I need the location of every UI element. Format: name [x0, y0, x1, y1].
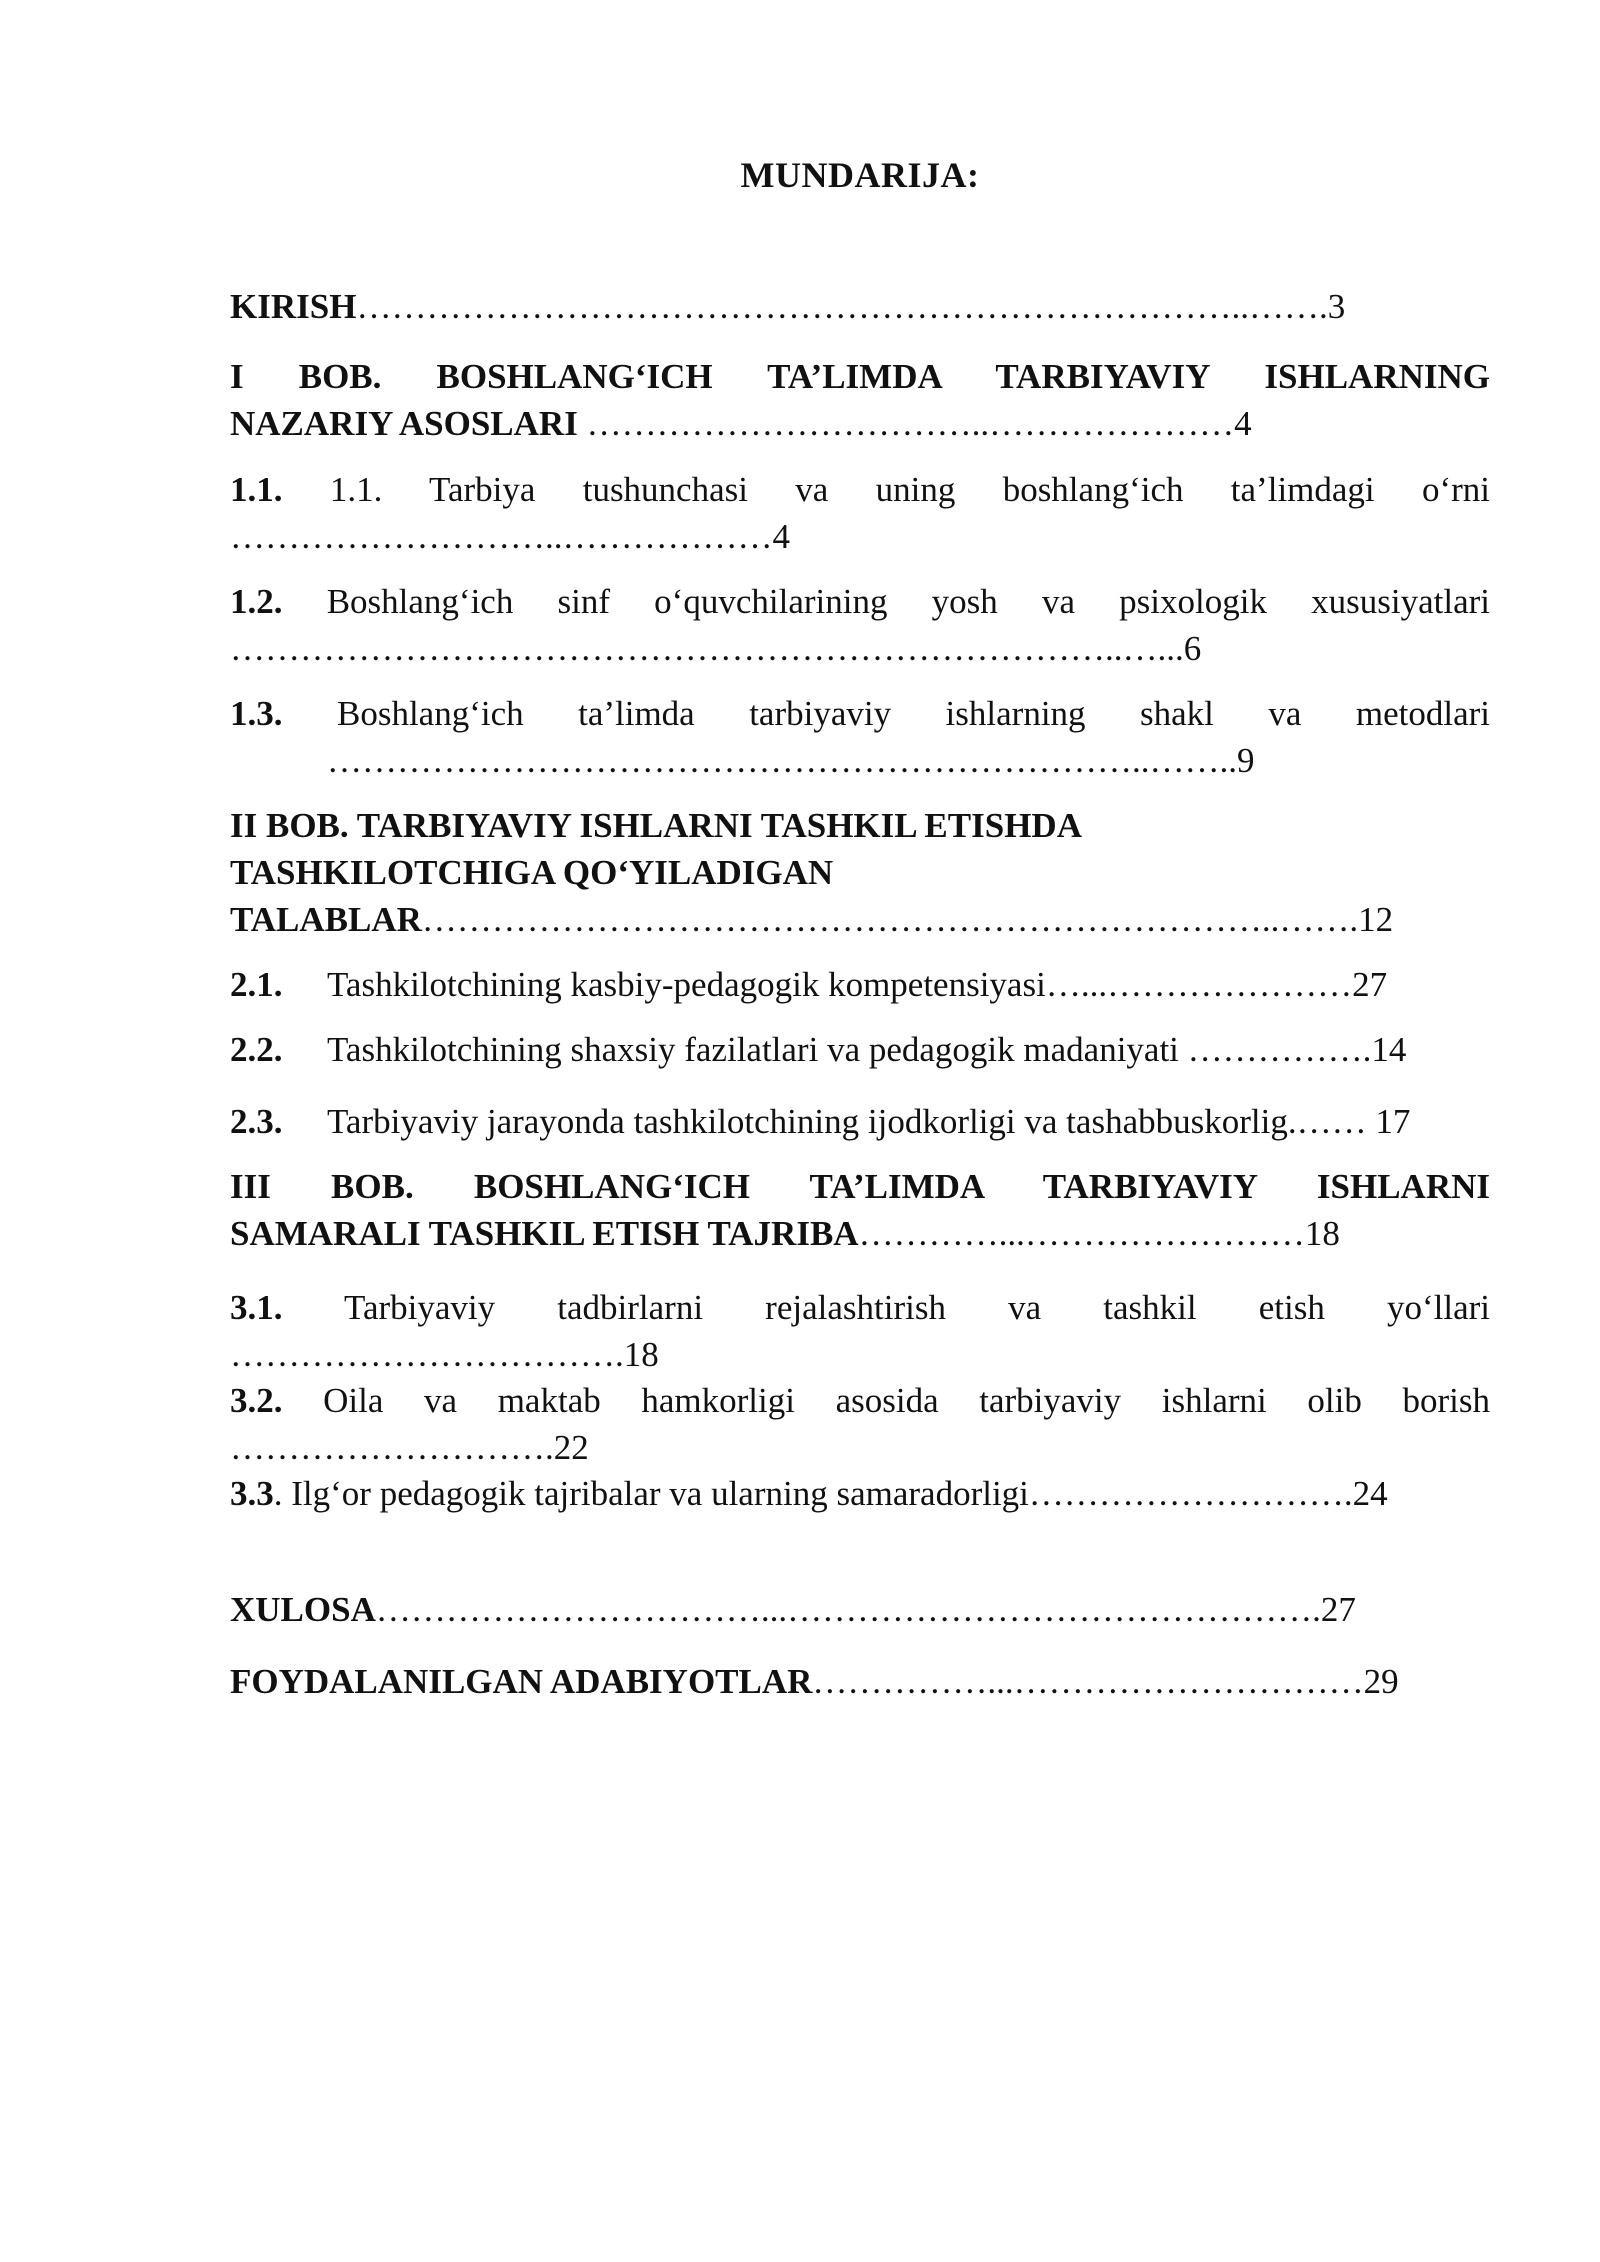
- toc-leader: ……………………………..…………………: [577, 404, 1235, 443]
- toc-section-number: 2.1.: [230, 965, 283, 1004]
- toc-entry-1-1[interactable]: [230, 466, 1490, 560]
- toc-entry-1-3[interactable]: [230, 690, 1490, 784]
- toc-leader: …...…………………: [1045, 965, 1353, 1004]
- toc-entry-label: Tashkilotchining kasbiy-pedagogik kompetensiyasi: [327, 965, 1046, 1004]
- toc-entry-bob-3[interactable]: [230, 1163, 1490, 1257]
- toc-leader: ……………...…………………………: [812, 1662, 1364, 1701]
- toc-leader: ……………………….: [230, 1428, 554, 1467]
- toc-entry-3-2[interactable]: [230, 1377, 1490, 1471]
- toc-section-number: 3.3: [230, 1474, 274, 1513]
- toc-page-number: 27: [1352, 965, 1388, 1004]
- toc-leader: …………………………………………………………………..…….: [356, 287, 1328, 326]
- toc-leader: ……………………….: [1028, 1474, 1353, 1513]
- toc-entry-label-cont: SAMARALI TASHKIL ETISH TAJRIBA: [230, 1214, 859, 1253]
- toc-entry-3-1[interactable]: [230, 1284, 1490, 1378]
- toc-section-number: 2.3.: [230, 1102, 283, 1141]
- toc-section-number: 1.3.: [230, 694, 283, 733]
- toc-entry-3-3[interactable]: [230, 1470, 1490, 1517]
- toc-leader: …………………………………………………………………..…...: [230, 629, 1184, 668]
- toc-page-number: 24: [1352, 1474, 1388, 1513]
- toc-entry-label: XULOSA: [230, 1590, 376, 1629]
- toc-page-number: 17: [1375, 1102, 1411, 1141]
- toc-page-number: 4: [772, 517, 790, 556]
- toc-entry-bob-1[interactable]: [230, 353, 1490, 447]
- toc-leader: ……………………………...……………………………………….: [375, 1590, 1321, 1629]
- toc-entry-label: Boshlang‘ich ta’limda tarbiyaviy ishlarning shakl va metodlari: [336, 694, 1490, 733]
- toc-page-number: 18: [1304, 1214, 1340, 1253]
- toc-entry-label-cont: TASHKILOTCHIGA QO‘YILADIGAN: [230, 853, 834, 892]
- toc-entry-kirish[interactable]: [230, 283, 1490, 330]
- toc-entry-label: . Ilg‘or pedagogik tajribalar va ularning samaradorligi: [273, 1474, 1029, 1513]
- toc-leader: ………………………..………………: [230, 517, 773, 556]
- toc-entry-2-1[interactable]: [230, 961, 1490, 1008]
- toc-entry-label: Tashkilotchining shaxsiy fazilatlari va pedagogik madaniyati: [327, 1030, 1179, 1069]
- toc-page-number: 27: [1320, 1590, 1356, 1629]
- toc-leader: ………………………………………………………………..…….: [421, 900, 1359, 939]
- toc-entry-label: I BOB. BOSHLANG‘ICH TA’LIMDA TARBIYAVIY ISHLARNING: [230, 357, 1490, 396]
- toc-entry-label-cont: NAZARIY ASOSLARI: [230, 404, 578, 443]
- toc-entry-label-cont: TALABLAR: [230, 900, 422, 939]
- toc-section-number: 3.2.: [230, 1381, 283, 1420]
- toc-leader: …………………………….: [230, 1335, 624, 1374]
- toc-entry-label: Oila va maktab hamkorligi asosida tarbiyaviy ishlarni olib borish: [323, 1381, 1490, 1420]
- toc-page-number: 29: [1363, 1662, 1399, 1701]
- toc-entry-label: Boshlang‘ich sinf o‘quvchilarining yosh va psixologik xususiyatlari: [326, 582, 1490, 621]
- toc-entry-2-2[interactable]: [230, 1026, 1490, 1073]
- toc-page-number: 4: [1234, 404, 1252, 443]
- toc-entry-label: Tarbiyaviy tadbirlarni rejalashtirish va tashkil etish yo‘llari: [344, 1288, 1490, 1327]
- toc-page-number: 6: [1183, 629, 1202, 668]
- toc-section-number: 3.1.: [230, 1288, 283, 1327]
- toc-entry-label: 1.1. Tarbiya tushunchasi va uning boshlang‘ich ta’limdagi o‘rni: [329, 470, 1490, 509]
- toc-section-number: 1.2.: [230, 582, 283, 621]
- toc-leader: …………...……………………: [858, 1214, 1305, 1253]
- toc-entry-2-3[interactable]: [230, 1098, 1490, 1145]
- toc-page-number: 14: [1371, 1030, 1407, 1069]
- toc-page-number: 12: [1358, 900, 1394, 939]
- toc-section-number: 1.1.: [230, 470, 283, 509]
- toc-leader: ……………………………………………………………..……..: [327, 741, 1237, 780]
- toc-page-number: 9: [1237, 741, 1255, 780]
- toc-page-number: 18: [623, 1335, 659, 1374]
- toc-section-number: 2.2.: [230, 1030, 283, 1069]
- toc-entry-1-2[interactable]: [230, 578, 1490, 672]
- toc-entry-label: II BOB. TARBIYAVIY ISHLARNI TASHKIL ETISHDA: [230, 806, 1082, 845]
- toc-entry-adabiyotlar[interactable]: [230, 1658, 1490, 1705]
- toc-leader: ……: [1296, 1102, 1376, 1141]
- toc-leader: …………….: [1178, 1030, 1372, 1069]
- toc-entry-bob-2[interactable]: [230, 802, 1490, 943]
- toc-page-number: 3: [1327, 287, 1346, 326]
- toc-entry-label: Tarbiyaviy jarayonda tashkilotchining ijodkorligi va tashabbuskorlig.: [327, 1102, 1297, 1141]
- toc-entry-label: KIRISH: [230, 287, 357, 326]
- toc-entry-xulosa[interactable]: [230, 1586, 1490, 1633]
- toc-entry-label: III BOB. BOSHLANG‘ICH TA’LIMDA TARBIYAVIY ISHLARNI: [230, 1167, 1490, 1206]
- page-title: MUNDARIJA:: [740, 155, 980, 195]
- toc-page-number: 22: [553, 1428, 589, 1467]
- toc-entry-label: FOYDALANILGAN ADABIYOTLAR: [230, 1662, 813, 1701]
